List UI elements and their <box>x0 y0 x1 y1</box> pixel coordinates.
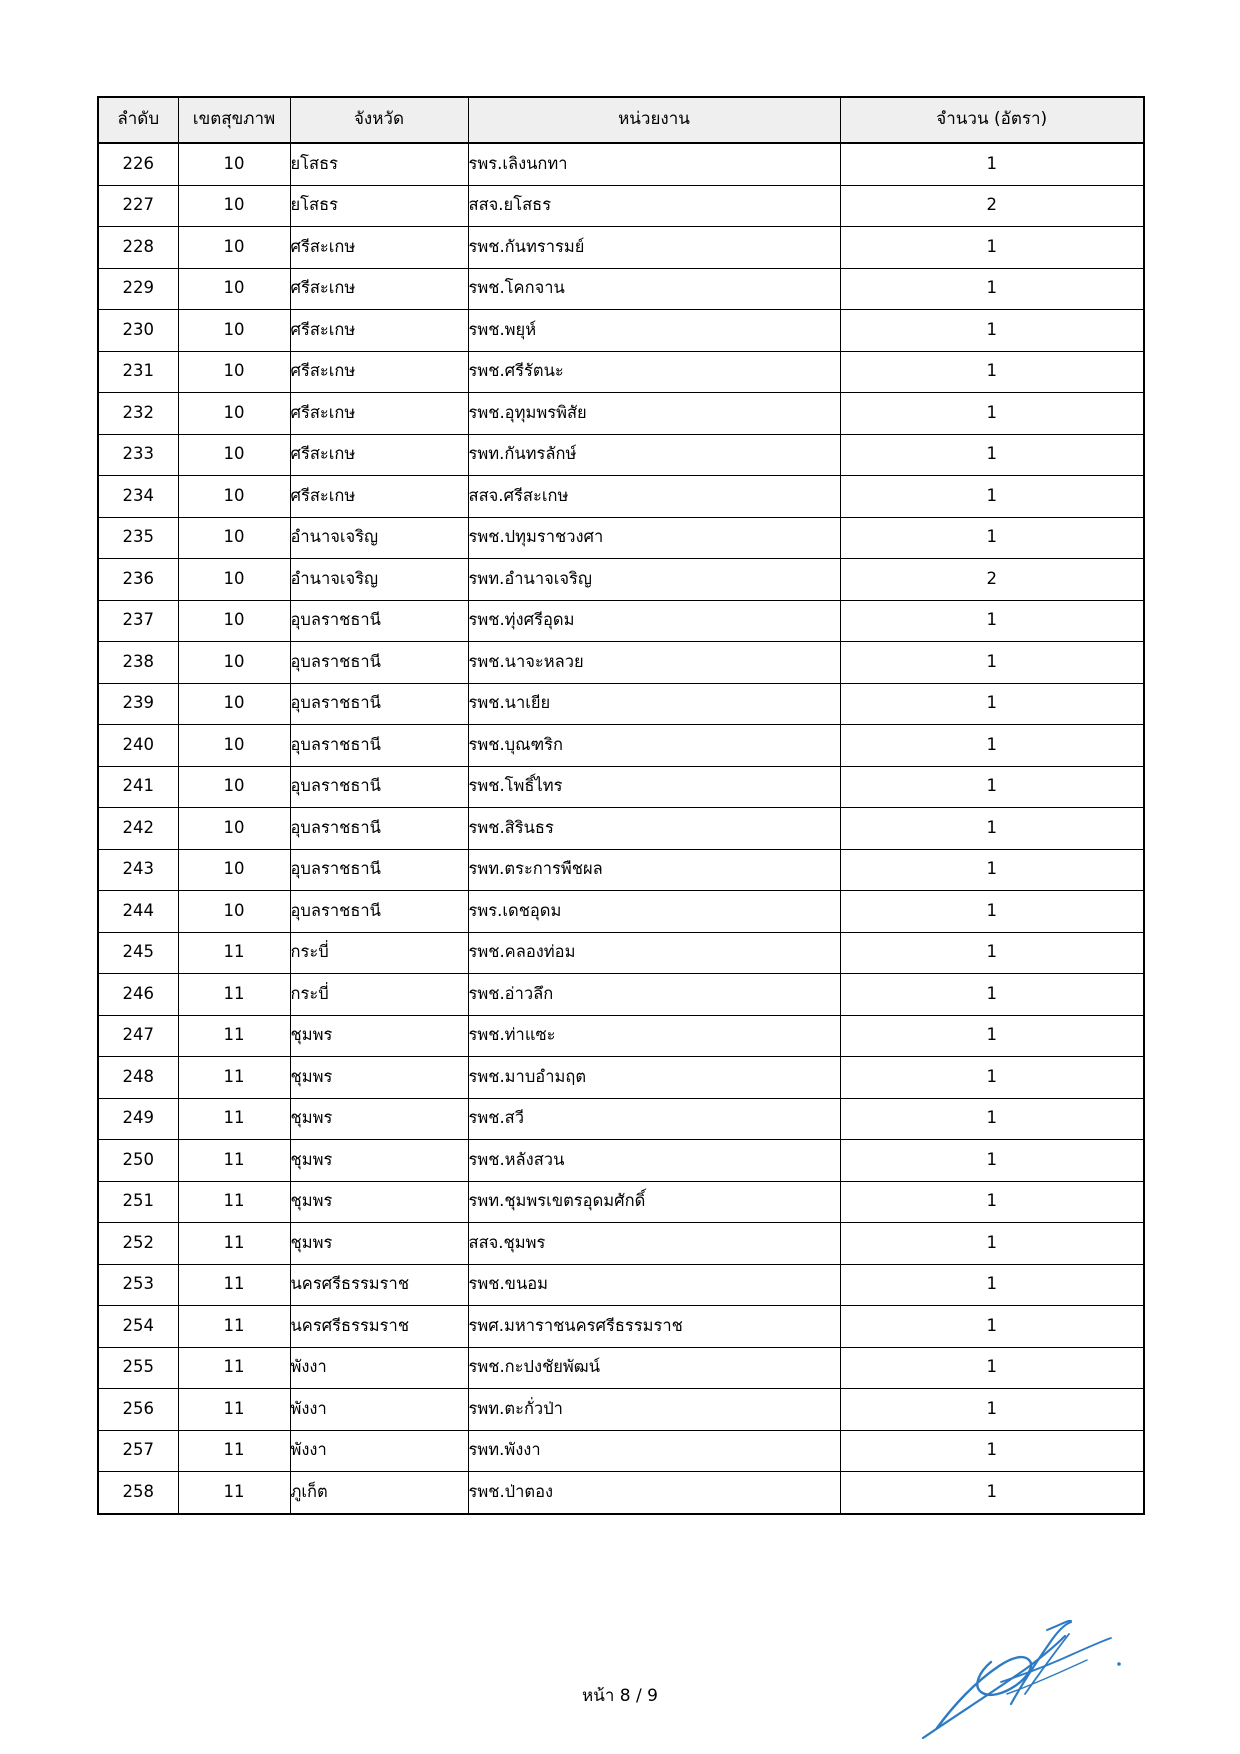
cell-province: ศรีสะเกษ <box>290 476 468 518</box>
cell-quantity: 1 <box>840 600 1144 642</box>
allocation-table <box>97 96 1145 1515</box>
cell-province: กระบี่ <box>290 932 468 974</box>
table-row <box>98 932 1144 974</box>
cell-province: อุบลราชธานี <box>290 725 468 767</box>
cell-quantity: 1 <box>840 143 1144 185</box>
cell-province: อุบลราชธานี <box>290 766 468 808</box>
table-row <box>98 1430 1144 1472</box>
cell-province: อุบลราชธานี <box>290 683 468 725</box>
cell-organization: รพช.หลังสวน <box>468 1140 840 1182</box>
cell-sequence: 258 <box>98 1472 178 1514</box>
cell-sequence: 233 <box>98 434 178 476</box>
cell-sequence: 226 <box>98 143 178 185</box>
cell-province: ชุมพร <box>290 1015 468 1057</box>
cell-sequence: 240 <box>98 725 178 767</box>
table-row <box>98 559 1144 601</box>
allocation-table-container <box>97 96 1143 1515</box>
cell-quantity: 1 <box>840 766 1144 808</box>
cell-province: ศรีสะเกษ <box>290 351 468 393</box>
cell-organization: รพช.นาเยีย <box>468 683 840 725</box>
table-row <box>98 808 1144 850</box>
cell-province: อุบลราชธานี <box>290 600 468 642</box>
cell-organization: รพศ.มหาราชนครศรีธรรมราช <box>468 1306 840 1348</box>
table-row <box>98 725 1144 767</box>
table-row <box>98 849 1144 891</box>
cell-organization: รพช.อ่าวลึก <box>468 974 840 1016</box>
cell-sequence: 227 <box>98 185 178 227</box>
cell-quantity: 1 <box>840 891 1144 933</box>
table-row <box>98 600 1144 642</box>
cell-health-zone: 10 <box>178 642 290 684</box>
cell-health-zone: 11 <box>178 1181 290 1223</box>
cell-health-zone: 11 <box>178 1347 290 1389</box>
cell-province: ชุมพร <box>290 1098 468 1140</box>
cell-sequence: 244 <box>98 891 178 933</box>
cell-quantity: 1 <box>840 1472 1144 1514</box>
cell-organization: รพท.ตะกั่วป่า <box>468 1389 840 1431</box>
cell-health-zone: 11 <box>178 1098 290 1140</box>
cell-sequence: 236 <box>98 559 178 601</box>
table-row <box>98 1306 1144 1348</box>
cell-province: ชุมพร <box>290 1181 468 1223</box>
table-row <box>98 351 1144 393</box>
table-body <box>98 143 1144 1514</box>
cell-health-zone: 11 <box>178 932 290 974</box>
cell-province: อำนาจเจริญ <box>290 517 468 559</box>
cell-organization: รพท.อำนาจเจริญ <box>468 559 840 601</box>
cell-health-zone: 10 <box>178 185 290 227</box>
table-row <box>98 185 1144 227</box>
cell-province: อำนาจเจริญ <box>290 559 468 601</box>
table-row <box>98 1098 1144 1140</box>
cell-sequence: 252 <box>98 1223 178 1265</box>
cell-province: อุบลราชธานี <box>290 849 468 891</box>
column-header-province: จังหวัด <box>290 97 468 143</box>
table-row <box>98 1223 1144 1265</box>
column-header-health-zone: เขตสุขภาพ <box>178 97 290 143</box>
table-row <box>98 766 1144 808</box>
table-row <box>98 1347 1144 1389</box>
table-row <box>98 143 1144 185</box>
cell-health-zone: 11 <box>178 1015 290 1057</box>
cell-organization: รพท.ชุมพรเขตรอุดมศักดิ์ <box>468 1181 840 1223</box>
cell-health-zone: 10 <box>178 808 290 850</box>
cell-health-zone: 11 <box>178 1223 290 1265</box>
cell-quantity: 1 <box>840 393 1144 435</box>
cell-organization: สสจ.ศรีสะเกษ <box>468 476 840 518</box>
cell-organization: รพช.สวี <box>468 1098 840 1140</box>
cell-quantity: 1 <box>840 808 1144 850</box>
cell-quantity: 1 <box>840 849 1144 891</box>
cell-organization: รพช.พยุห์ <box>468 310 840 352</box>
cell-sequence: 243 <box>98 849 178 891</box>
cell-organization: รพร.เดชอุดม <box>468 891 840 933</box>
cell-quantity: 1 <box>840 351 1144 393</box>
cell-health-zone: 10 <box>178 517 290 559</box>
cell-province: พังงา <box>290 1389 468 1431</box>
cell-health-zone: 10 <box>178 310 290 352</box>
cell-province: ชุมพร <box>290 1223 468 1265</box>
cell-health-zone: 10 <box>178 393 290 435</box>
cell-sequence: 228 <box>98 227 178 269</box>
cell-quantity: 1 <box>840 1181 1144 1223</box>
cell-health-zone: 10 <box>178 227 290 269</box>
cell-organization: รพช.กันทรารมย์ <box>468 227 840 269</box>
cell-quantity: 1 <box>840 1140 1144 1182</box>
cell-quantity: 1 <box>840 683 1144 725</box>
cell-province: ศรีสะเกษ <box>290 268 468 310</box>
cell-quantity: 1 <box>840 1015 1144 1057</box>
cell-organization: รพช.กะปงชัยพัฒน์ <box>468 1347 840 1389</box>
table-header <box>98 97 1144 143</box>
cell-sequence: 241 <box>98 766 178 808</box>
cell-organization: รพช.คลองท่อม <box>468 932 840 974</box>
table-row <box>98 393 1144 435</box>
cell-quantity: 1 <box>840 268 1144 310</box>
cell-health-zone: 10 <box>178 725 290 767</box>
table-row <box>98 476 1144 518</box>
cell-quantity: 1 <box>840 1389 1144 1431</box>
table-row <box>98 891 1144 933</box>
cell-health-zone: 11 <box>178 1306 290 1348</box>
cell-province: ศรีสะเกษ <box>290 434 468 476</box>
cell-sequence: 248 <box>98 1057 178 1099</box>
cell-sequence: 229 <box>98 268 178 310</box>
cell-sequence: 247 <box>98 1015 178 1057</box>
cell-organization: รพช.ขนอม <box>468 1264 840 1306</box>
cell-organization: รพช.สิรินธร <box>468 808 840 850</box>
cell-quantity: 1 <box>840 1347 1144 1389</box>
cell-sequence: 237 <box>98 600 178 642</box>
cell-province: ภูเก็ต <box>290 1472 468 1514</box>
cell-sequence: 235 <box>98 517 178 559</box>
page-footer <box>0 1682 1240 1709</box>
cell-health-zone: 11 <box>178 1430 290 1472</box>
table-row <box>98 227 1144 269</box>
cell-quantity: 1 <box>840 1098 1144 1140</box>
cell-organization: สสจ.ชุมพร <box>468 1223 840 1265</box>
table-row <box>98 1472 1144 1514</box>
cell-health-zone: 10 <box>178 268 290 310</box>
cell-organization: รพช.โคกจาน <box>468 268 840 310</box>
cell-quantity: 1 <box>840 434 1144 476</box>
cell-health-zone: 11 <box>178 1140 290 1182</box>
table-row <box>98 1264 1144 1306</box>
cell-sequence: 250 <box>98 1140 178 1182</box>
cell-health-zone: 10 <box>178 600 290 642</box>
table-header-row <box>98 97 1144 143</box>
cell-quantity: 1 <box>840 310 1144 352</box>
cell-province: อุบลราชธานี <box>290 642 468 684</box>
cell-organization: รพช.ปทุมราชวงศา <box>468 517 840 559</box>
cell-health-zone: 11 <box>178 1472 290 1514</box>
cell-province: ศรีสะเกษ <box>290 310 468 352</box>
cell-quantity: 1 <box>840 1223 1144 1265</box>
cell-sequence: 242 <box>98 808 178 850</box>
cell-organization: รพช.ป่าตอง <box>468 1472 840 1514</box>
cell-organization: รพท.ตระการพืชผล <box>468 849 840 891</box>
cell-sequence: 232 <box>98 393 178 435</box>
cell-quantity: 1 <box>840 517 1144 559</box>
cell-province: ยโสธร <box>290 143 468 185</box>
cell-organization: รพช.นาจะหลวย <box>468 642 840 684</box>
cell-organization: รพช.มาบอำมฤต <box>468 1057 840 1099</box>
cell-quantity: 1 <box>840 642 1144 684</box>
cell-health-zone: 11 <box>178 1057 290 1099</box>
cell-quantity: 1 <box>840 932 1144 974</box>
cell-sequence: 239 <box>98 683 178 725</box>
cell-quantity: 2 <box>840 185 1144 227</box>
cell-organization: สสจ.ยโสธร <box>468 185 840 227</box>
cell-organization: รพช.ศรีรัตนะ <box>468 351 840 393</box>
cell-quantity: 1 <box>840 1057 1144 1099</box>
cell-quantity: 1 <box>840 725 1144 767</box>
table-row <box>98 1015 1144 1057</box>
cell-province: พังงา <box>290 1347 468 1389</box>
cell-province: อุบลราชธานี <box>290 891 468 933</box>
cell-health-zone: 10 <box>178 559 290 601</box>
cell-province: พังงา <box>290 1430 468 1472</box>
table-row <box>98 310 1144 352</box>
cell-health-zone: 10 <box>178 476 290 518</box>
table-row <box>98 434 1144 476</box>
cell-quantity: 1 <box>840 1430 1144 1472</box>
cell-sequence: 251 <box>98 1181 178 1223</box>
cell-quantity: 2 <box>840 559 1144 601</box>
cell-sequence: 253 <box>98 1264 178 1306</box>
cell-organization: รพช.บุณฑริก <box>468 725 840 767</box>
cell-province: นครศรีธรรมราช <box>290 1306 468 1348</box>
page-number-label: หน้า 8 / 9 <box>582 1686 658 1706</box>
cell-sequence: 234 <box>98 476 178 518</box>
cell-sequence: 255 <box>98 1347 178 1389</box>
cell-health-zone: 10 <box>178 434 290 476</box>
table-row <box>98 642 1144 684</box>
cell-organization: รพท.กันทรลักษ์ <box>468 434 840 476</box>
column-header-sequence: ลำดับ <box>98 97 178 143</box>
cell-health-zone: 10 <box>178 143 290 185</box>
cell-province: ชุมพร <box>290 1057 468 1099</box>
cell-quantity: 1 <box>840 1264 1144 1306</box>
table-row <box>98 517 1144 559</box>
column-header-organization: หน่วยงาน <box>468 97 840 143</box>
cell-organization: รพช.ท่าแซะ <box>468 1015 840 1057</box>
cell-sequence: 257 <box>98 1430 178 1472</box>
table-row <box>98 974 1144 1016</box>
table-row <box>98 1140 1144 1182</box>
cell-province: อุบลราชธานี <box>290 808 468 850</box>
cell-quantity: 1 <box>840 974 1144 1016</box>
cell-sequence: 231 <box>98 351 178 393</box>
cell-health-zone: 10 <box>178 351 290 393</box>
cell-health-zone: 11 <box>178 1264 290 1306</box>
cell-sequence: 254 <box>98 1306 178 1348</box>
cell-province: กระบี่ <box>290 974 468 1016</box>
cell-province: ศรีสะเกษ <box>290 393 468 435</box>
cell-sequence: 249 <box>98 1098 178 1140</box>
table-row <box>98 268 1144 310</box>
cell-sequence: 246 <box>98 974 178 1016</box>
table-row <box>98 1389 1144 1431</box>
cell-organization: รพท.พังงา <box>468 1430 840 1472</box>
cell-province: ศรีสะเกษ <box>290 227 468 269</box>
cell-health-zone: 10 <box>178 891 290 933</box>
cell-province: ชุมพร <box>290 1140 468 1182</box>
cell-sequence: 245 <box>98 932 178 974</box>
cell-sequence: 238 <box>98 642 178 684</box>
cell-health-zone: 11 <box>178 974 290 1016</box>
cell-organization: รพช.อุทุมพรพิสัย <box>468 393 840 435</box>
cell-organization: รพช.ทุ่งศรีอุดม <box>468 600 840 642</box>
cell-sequence: 230 <box>98 310 178 352</box>
table-row <box>98 1181 1144 1223</box>
cell-quantity: 1 <box>840 227 1144 269</box>
table-row <box>98 1057 1144 1099</box>
cell-health-zone: 11 <box>178 1389 290 1431</box>
cell-health-zone: 10 <box>178 766 290 808</box>
cell-sequence: 256 <box>98 1389 178 1431</box>
cell-province: นครศรีธรรมราช <box>290 1264 468 1306</box>
cell-organization: รพช.โพธิ์ไทร <box>468 766 840 808</box>
cell-province: ยโสธร <box>290 185 468 227</box>
cell-health-zone: 10 <box>178 849 290 891</box>
cell-organization: รพร.เลิงนกทา <box>468 143 840 185</box>
column-header-quantity: จำนวน (อัตรา) <box>840 97 1144 143</box>
cell-quantity: 1 <box>840 476 1144 518</box>
cell-quantity: 1 <box>840 1306 1144 1348</box>
table-row <box>98 683 1144 725</box>
cell-health-zone: 10 <box>178 683 290 725</box>
